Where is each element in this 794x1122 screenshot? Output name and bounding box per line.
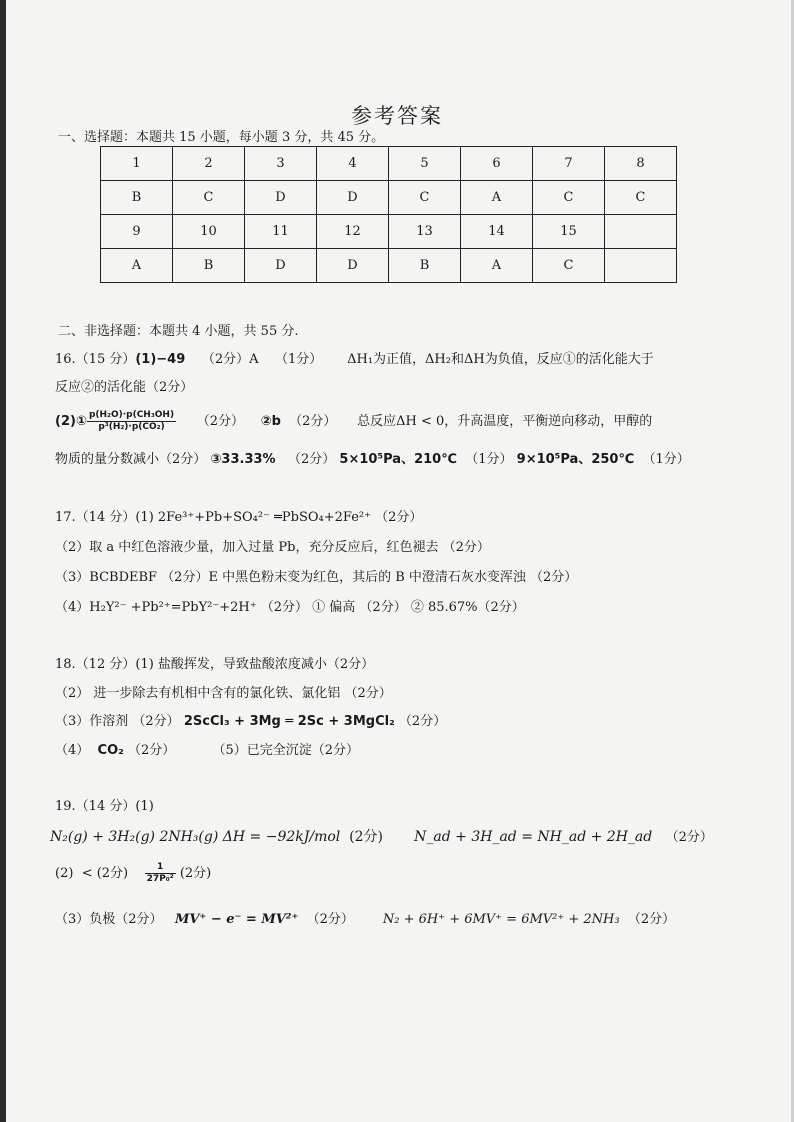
- q19-score-b: （2分）: [665, 830, 713, 845]
- q18-part-4: （4）: [55, 743, 90, 758]
- kp-denominator: p³(H₂)·p(CO₂): [98, 422, 165, 432]
- q18-score: （2分）: [398, 714, 447, 729]
- table-cell: [605, 215, 677, 249]
- q19-line-3: [55, 862, 211, 885]
- q16-line-1: [55, 348, 654, 367]
- q17-line-4: （4）H₂Y²⁻ +Pb²⁺=PbY²⁻+2H⁺ （2分） ① 偏高 （2分） ② 85.67%（2分）: [55, 600, 525, 615]
- table-cell: D: [245, 181, 317, 215]
- table-row: [101, 249, 677, 283]
- q17-line-3: （3）BCBDEBF （2分）E 中黑色粉末变为红色，其后的 B 中澄清石灰水变浑浊 （2分）: [55, 570, 578, 585]
- q19-score-d: （2分）: [306, 912, 354, 927]
- q18-line-1: 18.（12 分）(1) 盐酸挥发，导致盐酸浓度减小（2分）: [55, 657, 375, 672]
- q16-answer-b: ②b: [260, 414, 281, 429]
- table-cell: 15: [533, 215, 605, 249]
- table-cell: A: [461, 181, 533, 215]
- scan-edge: [0, 0, 6, 1122]
- q19-electrode-equation: MV⁺ − e⁻ = MV²⁺: [174, 912, 299, 927]
- q19-surface-equation: N_ad + 3H_ad = NH_ad + 2H_ad: [414, 829, 653, 845]
- q16-note: 物质的量分数减小（2分）: [55, 452, 207, 467]
- q19-line-4: [55, 908, 675, 927]
- table-cell: 11: [245, 215, 317, 249]
- table-cell: 13: [389, 215, 461, 249]
- q18-score-b: （2分）: [127, 743, 176, 758]
- q16-part-2: (2)①: [55, 414, 87, 429]
- table-cell: C: [533, 181, 605, 215]
- q16-condition-2: 9×10⁵Pa、250℃: [516, 452, 635, 467]
- q18-line-3: [55, 710, 446, 729]
- q19-total-equation: N₂ + 6H⁺ + 6MV⁺ = 6MV²⁺ + 2NH₃: [382, 912, 620, 927]
- q18-co2: CO₂: [97, 743, 124, 758]
- table-cell: D: [317, 249, 389, 283]
- section-1-heading: 一、选择题：本题共 15 小题，每小题 3 分，共 45 分。: [58, 130, 385, 145]
- table-row: [101, 181, 677, 215]
- table-cell: C: [389, 181, 461, 215]
- table-cell: 7: [533, 147, 605, 181]
- table-cell: 8: [605, 147, 677, 181]
- q16-explanation: ΔH₁为正值，ΔH₂和ΔH为负值，反应①的活化能大于: [347, 352, 654, 367]
- table-row: [101, 147, 677, 181]
- q19-line-2: [50, 826, 713, 846]
- kp-numerator: p(H₂O)·p(CH₃OH): [88, 410, 175, 420]
- table-cell: 4: [317, 147, 389, 181]
- q16-score-g: （1分）: [642, 452, 690, 467]
- q16-score-a: （2分）A: [201, 352, 259, 367]
- answer-table: [100, 146, 677, 283]
- page-title: 参考答案: [351, 104, 443, 128]
- table-cell: C: [173, 181, 245, 215]
- q19-part-2: (2): [55, 866, 74, 881]
- table-cell: A: [101, 249, 173, 283]
- q16-line-3: [55, 410, 652, 433]
- q16-answer-1: (1)−49: [135, 352, 186, 367]
- q16-score-d: （2分）: [289, 414, 337, 429]
- q17-line-2: （2）取 a 中红色溶液少量，加入过量 Pb，充分反应后，红色褪去 （2分）: [55, 540, 490, 555]
- q18-equation: 2ScCl₃ + 3Mg ═ 2Sc + 3MgCl₂: [183, 714, 395, 729]
- table-cell: 10: [173, 215, 245, 249]
- q18-line-4: [55, 739, 359, 758]
- q16-condition-1: 5×10⁵Pa、210℃: [339, 452, 457, 467]
- table-cell: D: [245, 249, 317, 283]
- q19-kp-fraction: [145, 862, 176, 885]
- table-cell: B: [389, 249, 461, 283]
- q18-line-2: （2） 进一步除去有机相中含有的氯化铁、氯化铝 （2分）: [55, 686, 392, 701]
- table-cell: [605, 249, 677, 283]
- table-cell: 9: [101, 215, 173, 249]
- table-cell: 6: [461, 147, 533, 181]
- section-2-heading: 二、非选择题：本题共 4 小题，共 55 分.: [58, 324, 299, 339]
- q19-less-than: < (2分): [81, 866, 129, 881]
- q19-negative-electrode: （3）负极（2分）: [55, 912, 163, 927]
- table-cell: C: [605, 181, 677, 215]
- table-cell: 12: [317, 215, 389, 249]
- q18-solvent: （3）作溶剂 （2分）: [55, 714, 180, 729]
- table-cell: 14: [461, 215, 533, 249]
- q19-thermo-equation: N₂(g) + 3H₂(g) 2NH₃(g) ΔH = −92kJ/mol: [50, 829, 341, 845]
- q16-score-e: （2分）: [287, 452, 336, 467]
- table-row: [101, 215, 677, 249]
- table-cell: D: [317, 181, 389, 215]
- q19-kp-numerator: 1: [145, 862, 176, 874]
- q16-line-4: [55, 448, 690, 467]
- q16-score-b: （1分）: [275, 352, 323, 367]
- q19-score-c: (2分): [179, 866, 212, 881]
- table-cell: A: [461, 249, 533, 283]
- table-cell: 3: [245, 147, 317, 181]
- table-cell: B: [101, 181, 173, 215]
- q18-part-5: （5）已完全沉淀（2分）: [212, 743, 360, 758]
- q16-reason: 总反应ΔH < 0，升高温度，平衡逆向移动，甲醇的: [357, 414, 653, 429]
- q17-line-1: 17.（14 分）(1) 2Fe³⁺+Pb+SO₄²⁻ ═PbSO₄+2Fe²⁺ （2分）: [55, 510, 423, 525]
- q16-score-c: （2分）: [196, 414, 245, 429]
- table-cell: 1: [101, 147, 173, 181]
- table-cell: 5: [389, 147, 461, 181]
- q19-score-a: (2分): [349, 829, 383, 845]
- q16-percent: ③33.33%: [210, 452, 276, 467]
- q16-line-2: 反应②的活化能（2分）: [55, 380, 194, 395]
- q16-score-f: （1分）: [465, 452, 513, 467]
- q19-line-1: 19.（14 分）(1): [55, 799, 154, 814]
- table-cell: 2: [173, 147, 245, 181]
- q19-kp-denominator: 27P₀²: [146, 874, 174, 884]
- q16-head: 16.（15 分）: [55, 352, 136, 367]
- table-cell: C: [533, 249, 605, 283]
- q19-score-e: （2分）: [627, 912, 676, 927]
- table-cell: B: [173, 249, 245, 283]
- kp-fraction: [87, 410, 176, 433]
